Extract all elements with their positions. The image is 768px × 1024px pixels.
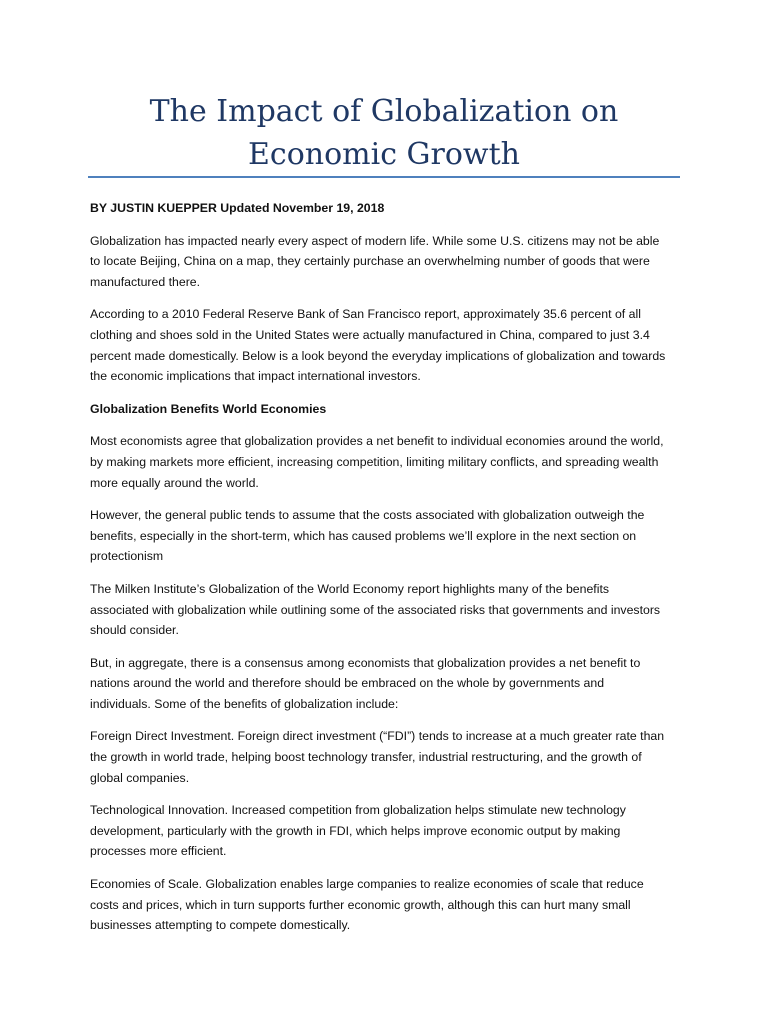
title-divider — [88, 176, 680, 178]
paragraph-economies-of-scale: Economies of Scale. Globalization enables large companies to realize economies of scale that reduce costs and prices, which in turn supports further economic growth, although this can hurt many small businesses attempting to compete domestically. — [90, 877, 644, 933]
paragraph-fdi: Foreign Direct Investment. Foreign direct investment (“FDI”) tends to increase at a much greater rate than the growth in world trade, helping boost technology transfer, industrial restructuring, and the growth of global companies. — [90, 729, 665, 785]
paragraph-milken-institute: The Milken Institute’s Globalization of the World Economy report highlights many of the benefits associated with globalization while outlining some of the associated risks that governments and investors should consider. — [90, 581, 661, 638]
paragraph-federal-reserve-report: According to a 2010 Federal Reserve Bank of San Francisco report, approximately 35.6 percent of all clothing and shoes sold in the United States were actually manufactured in China, compared to just 3.4 percent made domestically. Below is a look beyond the everyday implications of globalization and towards the economic implications that impact international investors. — [90, 307, 666, 384]
document-title: The Impact of Globalization on Economic Growth — [149, 94, 619, 172]
byline: BY JUSTIN KUEPPER Updated November 19, 2018 — [90, 201, 385, 215]
document-body — [90, 198, 668, 948]
paragraph-economists-agree: Most economists agree that globalization provides a net benefit to individual economies around the world, by making markets more efficient, increasing competition, limiting military conflicts, and spreading wealth more equally around the world. — [90, 434, 664, 490]
paragraph-intro: Globalization has impacted nearly every aspect of modern life. While some U.S. citizens may not be able to locate Beijing, China on a map, they certainly purchase an overwhelming number of goods that were manufactured there. — [90, 233, 660, 289]
paragraph-public-perception: However, the general public tends to assume that the costs associated with globalization outweigh the benefits, especially in the short-term, which has caused problems we’ll explore in the next section on protectionism — [90, 508, 645, 564]
paragraph-technological-innovation: Technological Innovation. Increased competition from globalization helps stimulate new technology development, particularly with the growth in FDI, which helps improve economic output by making processes more efficient. — [90, 803, 626, 859]
section-heading-benefits: Globalization Benefits World Economies — [90, 401, 327, 416]
paragraph-consensus: But, in aggregate, there is a consensus among economists that globalization provides a net benefit to nations around the world and therefore should be embraced on the whole by governments and individuals. Some of the benefits of globalization include: — [90, 655, 641, 711]
